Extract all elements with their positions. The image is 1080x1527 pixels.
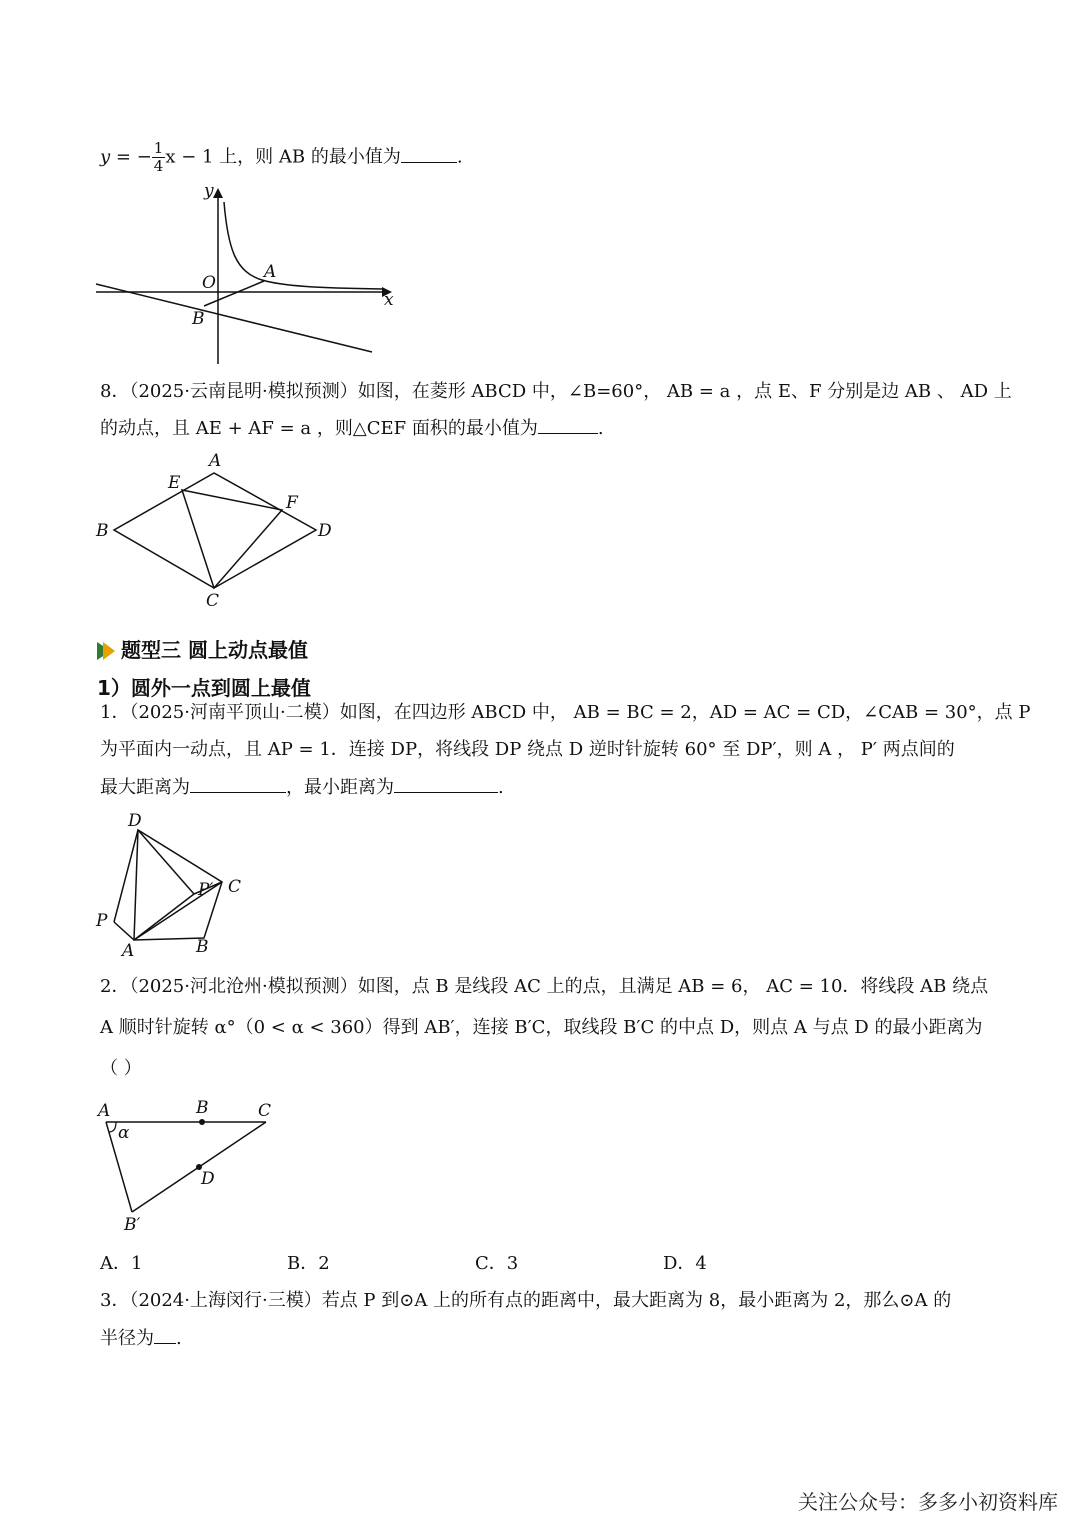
s3-line1: 3．（2024·上海闵行·三模）若点 P 到⊙A 上的所有点的距离中，最大距离为 8，最小距离为 2，那么⊙A 的: [100, 1290, 952, 1311]
section-title-text: 题型三 圆上动点最值: [121, 638, 308, 662]
label-d: D: [128, 811, 142, 831]
q8-line1: 8．（2025·云南昆明·模拟预测）如图，在菱形 ABCD 中，∠B=60°， AB = a ，点 E、F 分别是边 AB 、 AD 上: [100, 381, 1012, 402]
hyperbola-curve: [224, 202, 382, 289]
section-title: [97, 634, 308, 663]
q7-lead: y = −: [100, 146, 152, 168]
label-d: D: [318, 521, 332, 541]
label-a: A: [122, 941, 135, 961]
segment-dp1: [138, 830, 194, 894]
s1-max-label: 最大距离为: [100, 777, 190, 798]
option-b[interactable]: B．2: [287, 1253, 330, 1274]
s1-max-blank[interactable]: [190, 776, 286, 793]
s2-figure: [94, 1092, 294, 1240]
label-o: O: [202, 273, 216, 293]
label-c: C: [228, 877, 242, 897]
segment-ap1: [134, 894, 194, 940]
s2-line3: （ ）: [100, 1058, 142, 1079]
s3-answer-blank[interactable]: [154, 1327, 176, 1344]
label-b: B: [196, 937, 209, 957]
label-b: B: [96, 521, 109, 541]
label-x: x: [384, 290, 394, 310]
q7-frac-den: 4: [153, 157, 164, 175]
q8-figure: [96, 450, 346, 610]
s1-line3: [100, 776, 504, 800]
label-a: A: [264, 262, 277, 282]
label-b1: B′: [124, 1215, 141, 1235]
q8-line2: [100, 417, 604, 441]
label-c: C: [206, 591, 220, 611]
angle-alpha-arc: [109, 1122, 116, 1132]
option-a[interactable]: A．1: [100, 1253, 143, 1274]
segment-dp: [114, 830, 138, 922]
s2-line1: 2．（2025·河北沧州·模拟预测）如图，点 B 是线段 AC 上的点，且满足 AB = 6， AC = 10．将线段 AB 绕点: [100, 976, 989, 997]
rhombus-abcd: [114, 473, 316, 588]
q8-line2-text: 的动点，且 AE + AF = a ，则△CEF 面积的最小值为: [100, 418, 538, 439]
label-a: A: [209, 451, 222, 471]
label-y: y: [204, 181, 214, 201]
label-f: F: [286, 493, 298, 513]
section-subtitle: 1）圆外一点到圆上最值: [97, 676, 311, 700]
s1-min-blank[interactable]: [394, 776, 498, 793]
q7-fraction: [152, 140, 166, 175]
play-arrow-accent-icon: [103, 642, 115, 660]
point-b: [199, 1119, 205, 1125]
s1-min-label: ，最小距离为: [286, 777, 394, 798]
segment-ap: [114, 922, 134, 940]
label-alpha: α: [118, 1123, 130, 1143]
s3-end: .: [176, 1328, 182, 1349]
q7-line: [100, 140, 463, 175]
label-b: B: [192, 309, 205, 329]
footer-watermark: 关注公众号：多多小初资料库: [798, 1490, 1058, 1514]
q8-answer-blank[interactable]: [538, 417, 598, 434]
q7-answer-blank[interactable]: [401, 146, 457, 163]
q7-end: .: [456, 146, 463, 168]
s1-line2: 为平面内一动点，且 AP = 1．连接 DP，将线段 DP 绕点 D 逆时针旋转 60° 至 DP′，则 A ， P′ 两点间的: [100, 739, 955, 760]
s2-line2: A 顺时针旋转 α°（0 < α < 360）得到 AB′，连接 B′C，取线段 B′C 的中点 D，则点 A 与点 D 的最小距离为: [100, 1017, 983, 1038]
s1-figure: [94, 810, 264, 960]
q7-frac-num: 1: [153, 139, 164, 157]
s3-line2-text: 半径为: [100, 1328, 154, 1349]
option-d[interactable]: D．4: [663, 1253, 707, 1274]
option-c[interactable]: C．3: [475, 1253, 519, 1274]
q8-end: .: [597, 418, 604, 439]
label-a: A: [98, 1101, 111, 1121]
q7-figure: [96, 180, 406, 370]
label-p1: P′: [198, 880, 214, 900]
label-b: B: [196, 1098, 209, 1118]
s1-end: .: [498, 777, 504, 798]
label-p: P: [96, 911, 108, 931]
s3-line2: [100, 1327, 182, 1351]
label-e: E: [168, 473, 181, 493]
triangle-cef: [182, 490, 282, 588]
label-c: C: [258, 1101, 272, 1121]
q7-tail: x − 1 上，则 AB 的最小值为: [165, 146, 401, 168]
label-d: D: [201, 1169, 215, 1189]
s1-line1: 1．（2025·河南平顶山·二模）如图，在四边形 ABCD 中， AB = BC = 2，AD = AC = CD，∠CAB = 30°，点 P: [100, 702, 1031, 723]
y-axis-arrow-icon: [213, 188, 223, 198]
